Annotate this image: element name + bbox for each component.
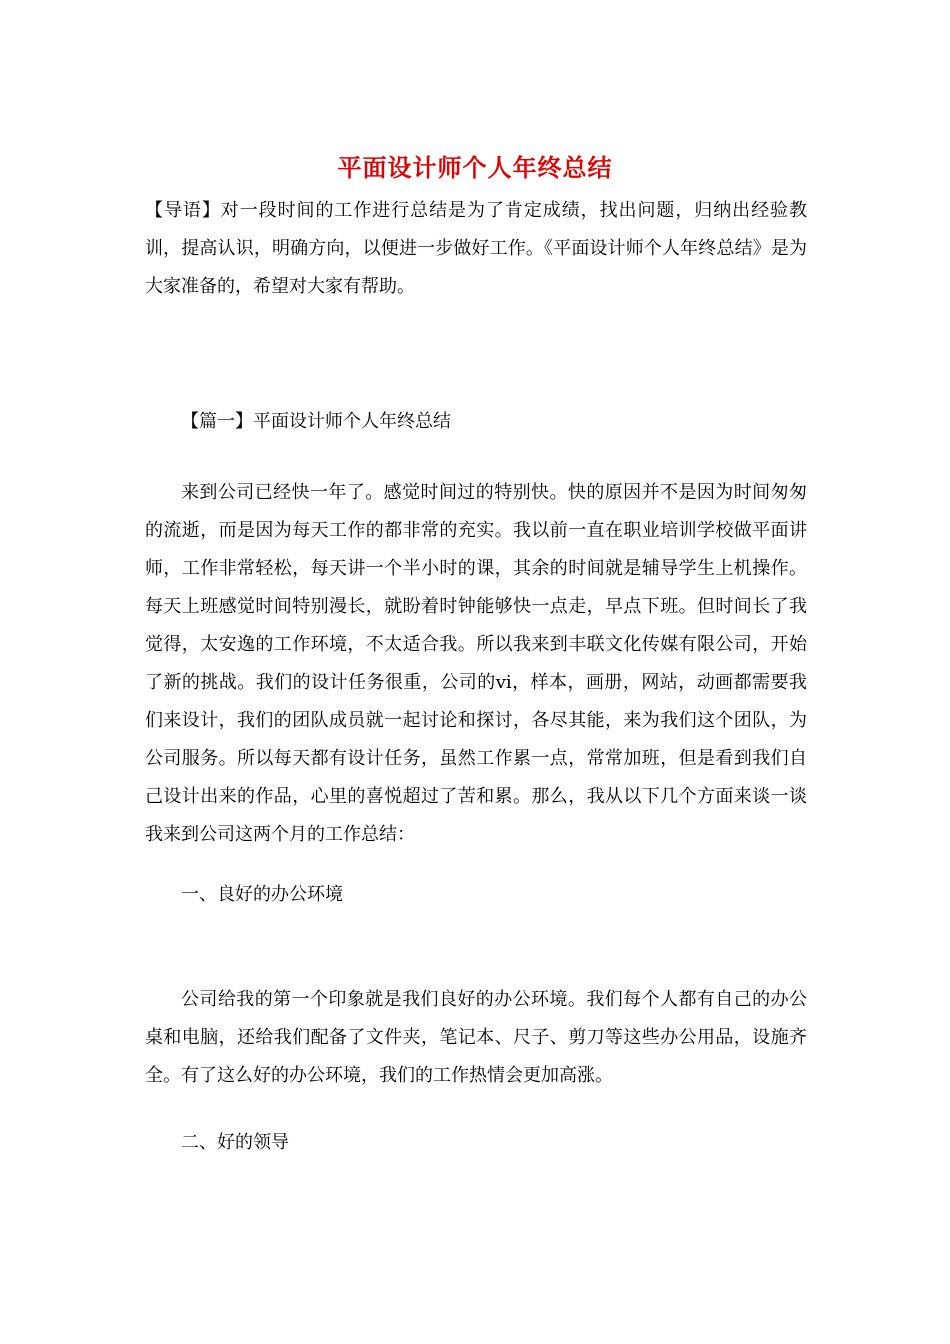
subheading-1: 一、良好的办公环境 bbox=[181, 884, 343, 905]
body-paragraph-1: 来到公司已经快一年了。感觉时间过的特别快。快的原因并不是因为时间匆匆的流逝，而是因为每天工作的都非常的充实。我以前一直在职业培训学校做平面讲师，工作非常轻松，每天讲一个半小时的课，其余的时间就是辅导学生上机操作。每天上班感觉时间特别漫长，就盼着时钟能够快一点走，早点下班。但时间长了我觉得，太安逸的工作环境，不太适合我。所以我来到丰联文化传媒有限公司，开始了新的挑战。我们的设计任务很重，公司的vi，样本，画册，网站，动画都需要我们来设计，我们的团队成员就一起讨论和探讨，各尽其能，来为我们这个团队，为公司服务。所以每天都有设计任务，虽然工作累一点，常常加班，但是看到我们自己设计出来的作品，心里的喜悦超过了苦和累。那么，我从以下几个方面来谈一谈我来到公司这两个月的工作总结： bbox=[145, 482, 807, 845]
section-heading: 【篇一】平面设计师个人年终总结 bbox=[181, 411, 451, 432]
body-paragraph-2: 公司给我的第一个印象就是我们良好的办公环境。我们每个人都有自己的办公桌和电脑，还给我们配备了文件夹，笔记本、尺子、剪刀等这些办公用品，设施齐全。有了这么好的办公环境，我们的工作热情会更加高涨。 bbox=[145, 989, 807, 1086]
intro-paragraph: 【导语】对一段时间的工作进行总结是为了肯定成绩，找出问题，归纳出经验教训，提高认识，明确方向，以便进一步做好工作。《平面设计师个人年终总结》是为大家准备的，希望对大家有帮助。 bbox=[145, 200, 807, 297]
subheading-2: 二、好的领导 bbox=[181, 1132, 289, 1153]
document-title: 平面设计师个人年终总结 bbox=[337, 153, 613, 182]
